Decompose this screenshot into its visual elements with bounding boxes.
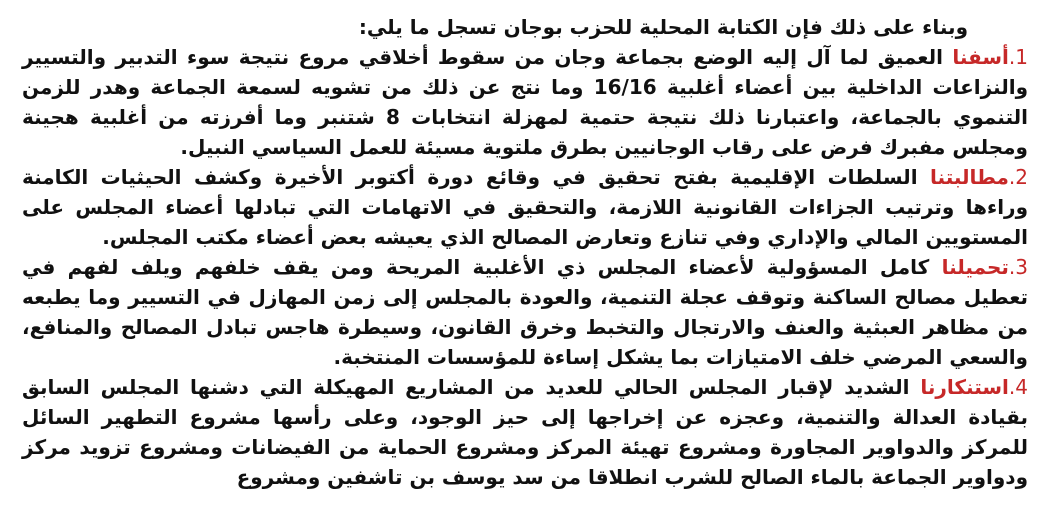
item-number: 1. [1008,45,1028,69]
item-text: كامل المسؤولية لأعضاء المجلس ذي الأغلبية المريحة ومن يقف خلفهم ويلف لفهم في تعطيل مصالح الساكنة وتوقف عجلة التنمية، والعودة بالمجلس إلى زمن المهازل في التسيير وما يطبعه من مظاهر العبثية والعنف والارتجال والتخبط وخرق القانون، وسيطرة هاجس تبادل المصالح والمنافع، والسعي المرضي خلف الامتيازات بما يشكل إساءة للمؤسسات المنتخبة. [22,255,1028,369]
item-text: الشديد لإقبار المجلس الحالي للعديد من المشاريع المهيكلة التي دشنها المجلس السابق بقيادة العدالة والتنمية، وعجزه عن إخراجها إلى حيز الوجود، وعلى رأسها مشروع التطهير السائل للمركز والدواوير المجاورة ومشروع تهيئة المركز ومشروع الحماية من الفيضانات ومشروع تزويد مركز ودواوير الجماعة بالماء الصالح للشرب انطلاقا من سد يوسف بن تاشفين ومشروع [22,375,1028,489]
item-number: 2. [1008,165,1028,189]
list-item-4 [22,372,1028,492]
list-item-1 [22,42,1028,162]
item-number: 4. [1008,375,1028,399]
item-lead-word: مطالبتنا [930,165,1009,189]
item-text: السلطات الإقليمية بفتح تحقيق في وقائع دورة أكتوبر الأخيرة وكشف الحيثيات الكامنة وراءها وترتيب الجزاءات القانونية اللازمة، والتحقيق في الاتهامات التي تبادلها أعضاء المجلس على المستويين المالي والإداري وفي تنازع وتعارض المصالح الذي يعيشه بعض أعضاء مكتب المجلس. [22,165,1028,249]
item-lead-word: أسفنا [952,45,1009,69]
item-text: العميق لما آل إليه الوضع بجماعة وجان من سقوط أخلاقي مروع نتيجة سوء التدبير والتسيير والنزاعات الداخلية بين أعضاء أغلبية 16/16 وما نتج عن ذلك من تشويه لسمعة الجماعة وهدر للزمن التنموي بالجماعة، واعتبارنا ذلك نتيجة حتمية لمهزلة انتخابات 8 شتنبر وما أفرزته من أغلبية هجينة ومجلس مفبرك فرض على رقاب الوجانيين بطرق ملتوية مسيئة للعمل السياسي النبيل. [22,45,1028,159]
intro-line: وبناء على ذلك فإن الكتابة المحلية للحزب بوجان تسجل ما يلي: [358,15,968,39]
list-item-3 [22,252,1028,372]
item-number: 3. [1008,255,1028,279]
item-lead-word: استنكارنا [920,375,1009,399]
list-item-2 [22,162,1028,252]
item-lead-word: تحميلنا [941,255,1009,279]
